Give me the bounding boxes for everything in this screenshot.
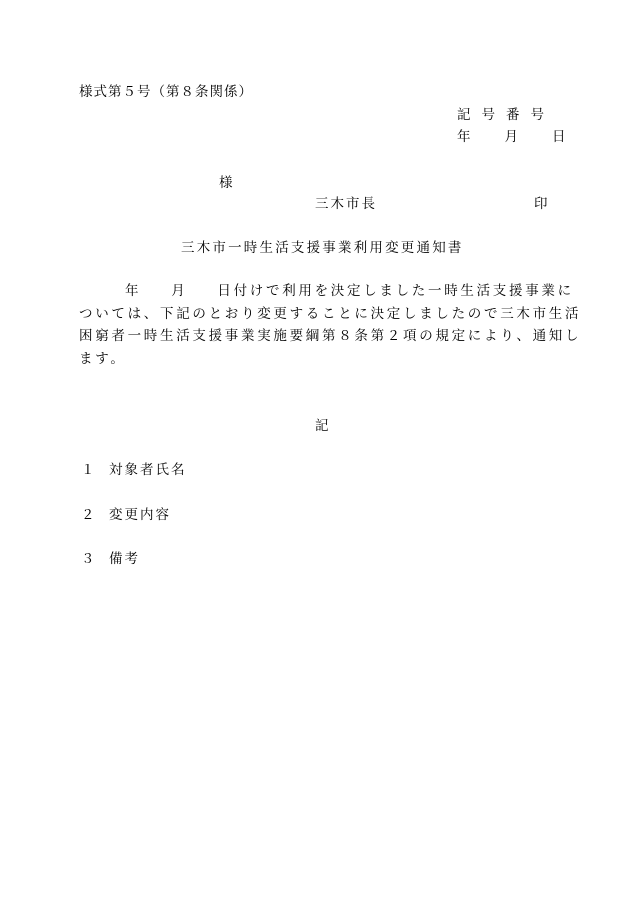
list-item xyxy=(81,458,187,478)
body-line-2: ついては、下記のとおり変更することに決定しましたので三木市生活 xyxy=(79,305,582,322)
list-item xyxy=(81,503,171,523)
ki-heading: 記 xyxy=(315,418,329,434)
issue-date-month: 月 xyxy=(504,129,518,145)
form-number: 様式第５号（第８条関係） xyxy=(79,84,253,100)
item-number: ３ xyxy=(81,551,97,567)
body-month: 月 xyxy=(171,283,188,299)
issue-date xyxy=(457,125,566,145)
document-title: 三木市一時生活支援事業利用変更通知書 xyxy=(181,240,464,256)
sender-name: 三木市長 xyxy=(315,196,377,212)
body-paragraph xyxy=(79,280,582,370)
body-line-1 xyxy=(79,280,574,303)
item-label: 備考 xyxy=(109,551,140,567)
item-label: 対象者氏名 xyxy=(109,462,187,478)
item-label: 変更内容 xyxy=(109,507,171,523)
record-number-label: 記号番号 xyxy=(457,107,555,123)
item-number: １ xyxy=(81,462,97,478)
list-item xyxy=(81,547,140,567)
issue-date-year: 年 xyxy=(457,129,471,145)
body-year: 年 xyxy=(125,283,142,299)
body-line-1-text: 日付けで利用を決定しました一時生活支援事業に xyxy=(217,283,574,299)
body-line-3: 困窮者一時生活支援事業実施要綱第８条第２項の規定により、通知し xyxy=(79,328,582,344)
seal-mark: 印 xyxy=(534,196,548,212)
item-number: ２ xyxy=(81,507,97,523)
body-line-4: ます。 xyxy=(79,350,127,367)
addressee-suffix: 様 xyxy=(219,175,233,191)
issue-date-day: 日 xyxy=(552,129,566,145)
